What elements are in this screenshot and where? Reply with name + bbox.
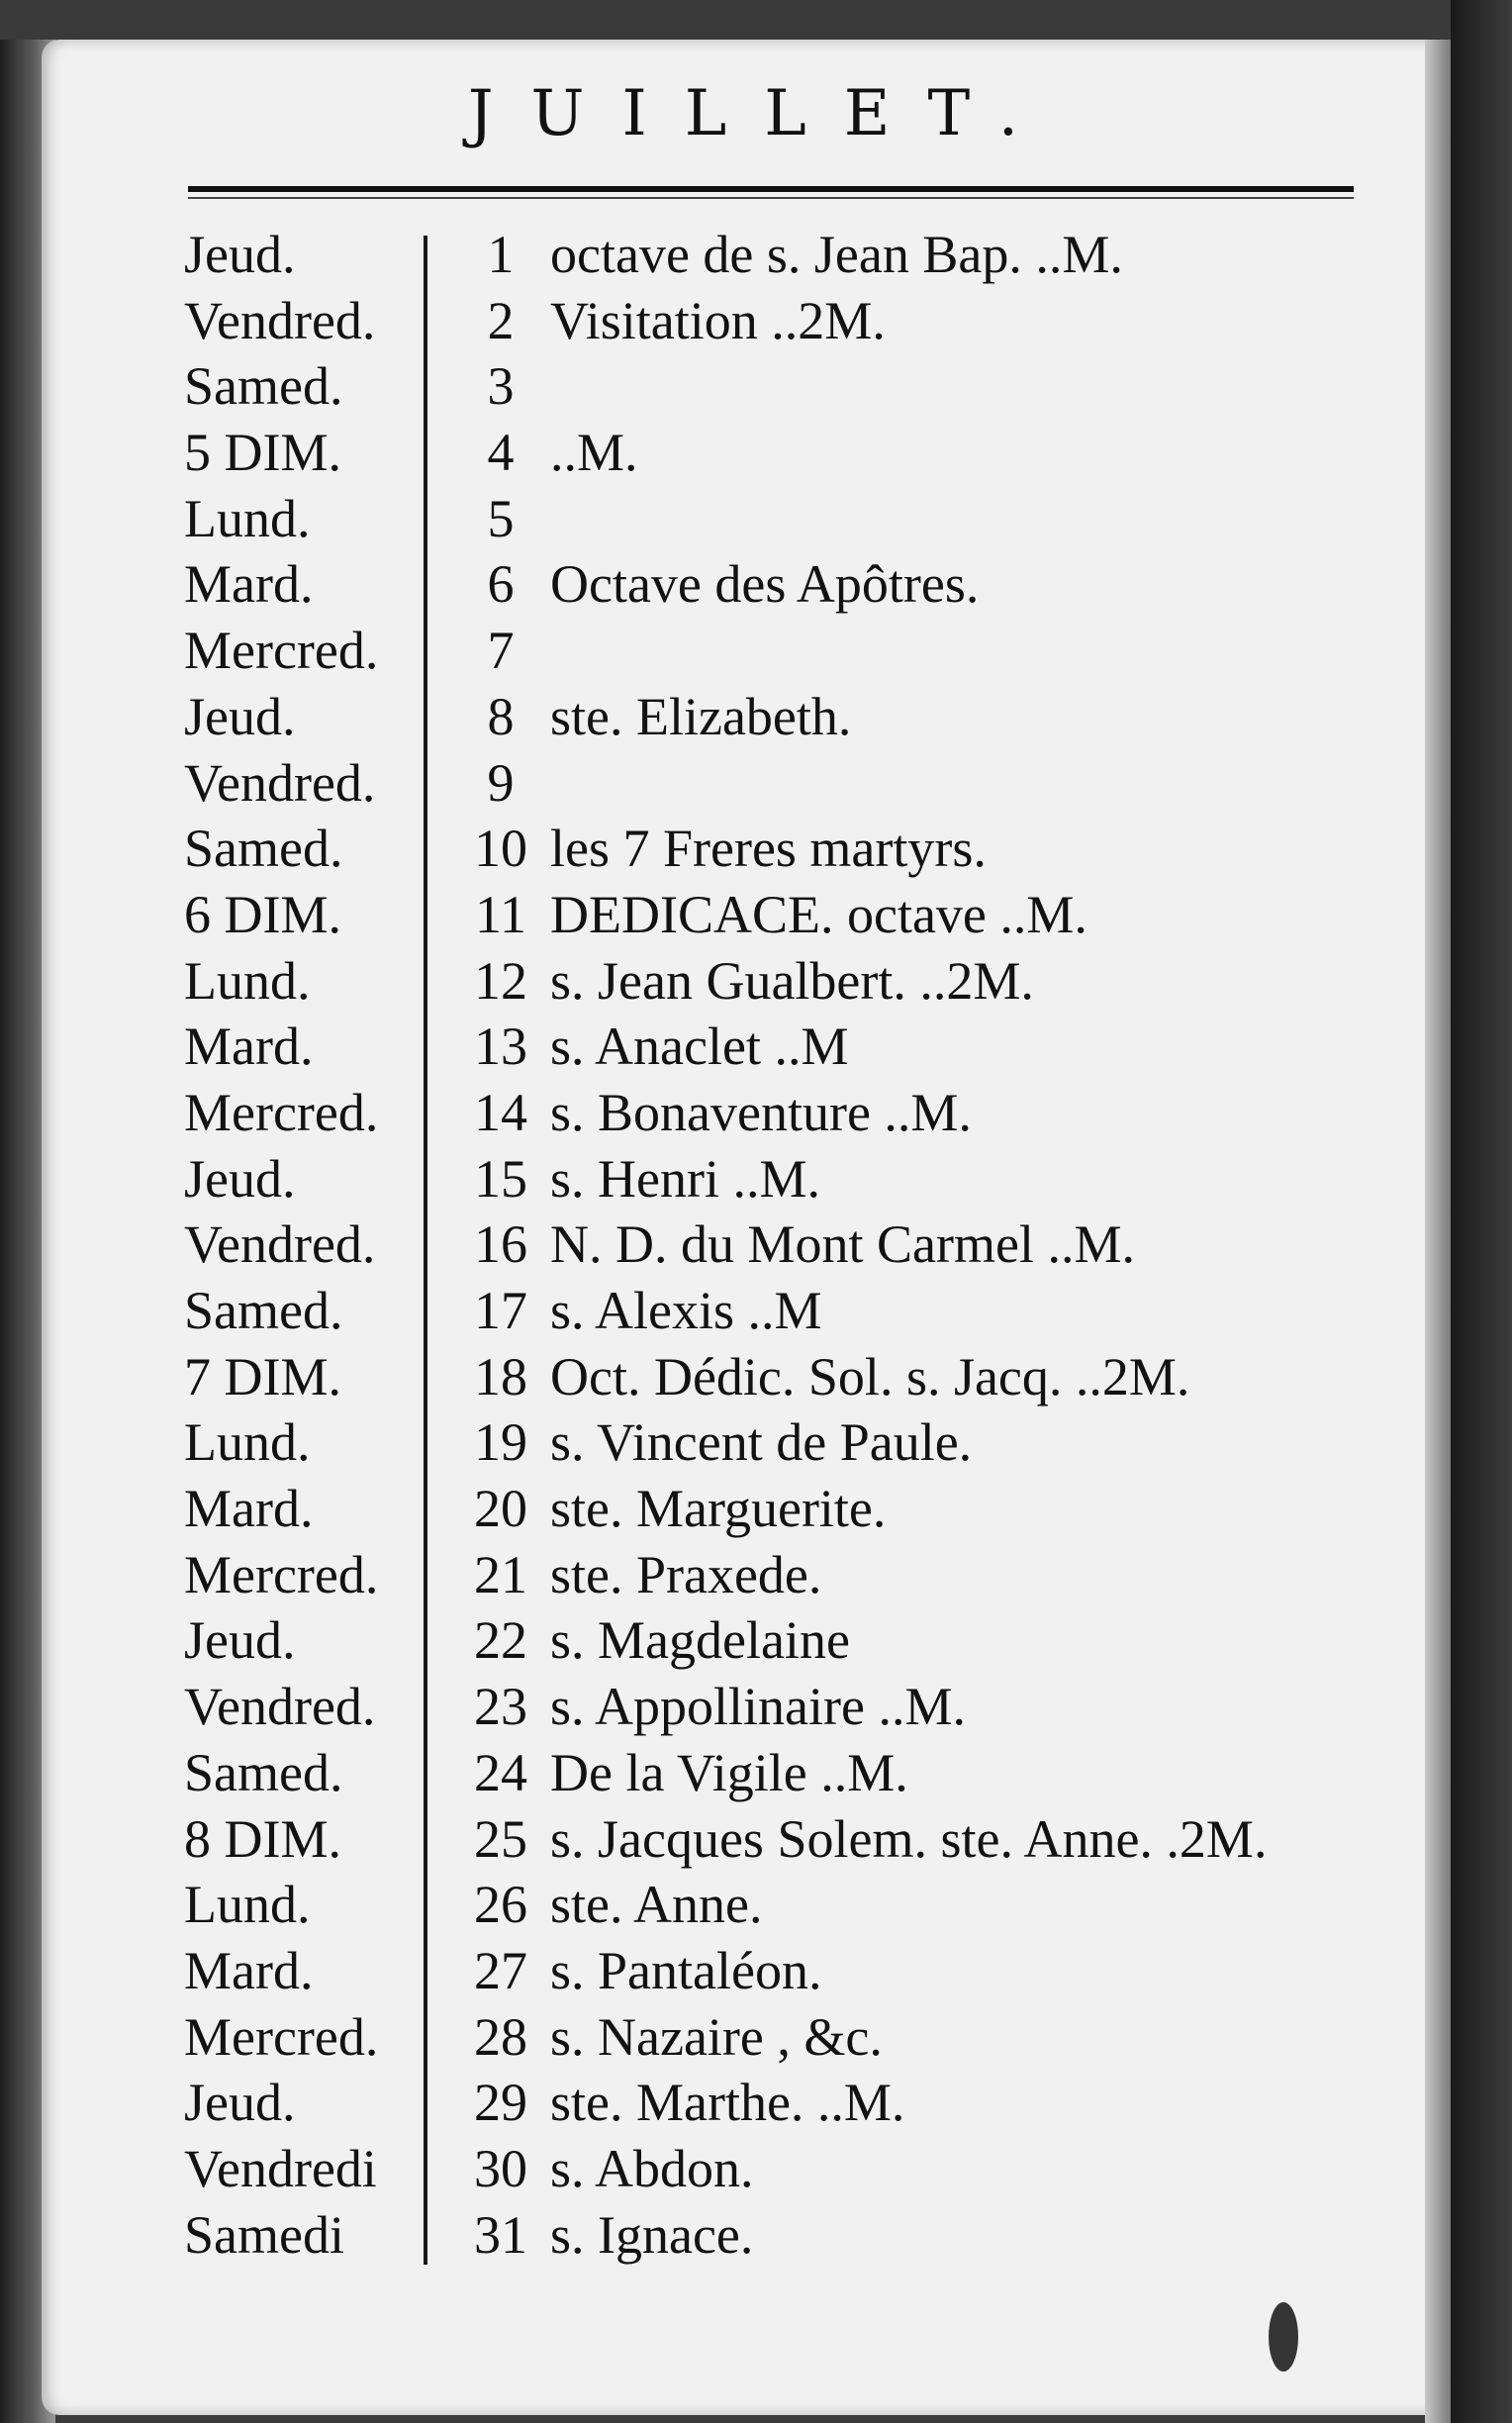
calendar-row xyxy=(184,1476,1411,1542)
calendar-row xyxy=(184,2004,1411,2071)
feast-description: s. Bonaventure ..M. xyxy=(550,1082,972,1142)
day-number: 3 xyxy=(487,356,515,417)
weekday-label: Mercred. xyxy=(184,1544,379,1604)
day-number: 8 xyxy=(487,686,515,746)
calendar-row xyxy=(184,1938,1411,2004)
weekday-label: Jeud. xyxy=(184,686,296,746)
weekday-label: Mard. xyxy=(184,1940,314,2000)
day-number: 13 xyxy=(474,1017,527,1077)
page-right-edge xyxy=(1425,40,1451,2423)
feast-description: s. Vincent de Paule. xyxy=(550,1412,973,1473)
calendar-row xyxy=(184,222,1411,288)
feast-description: s. Alexis ..M xyxy=(550,1281,822,1340)
feast-description: octave de s. Jean Bap. ..M. xyxy=(550,225,1123,284)
calendar-row xyxy=(184,353,1411,420)
feast-description: s. Magdelaine xyxy=(550,1610,850,1671)
weekday-label: Jeud. xyxy=(184,1610,296,1671)
weekday-label: Jeud. xyxy=(184,2073,296,2133)
feast-description: DEDICACE. octave ..M. xyxy=(550,884,1087,944)
day-number: 1 xyxy=(487,225,515,284)
weekday-label: Mard. xyxy=(184,554,314,615)
day-number: 2 xyxy=(487,290,515,350)
feast-description: s. Henri ..M. xyxy=(550,1148,820,1209)
calendar-row xyxy=(184,1212,1411,1278)
feast-description: ..M. xyxy=(550,423,638,483)
day-number: 4 xyxy=(487,423,515,483)
day-number: 22 xyxy=(474,1610,527,1671)
day-number: 17 xyxy=(474,1281,527,1340)
weekday-label: Vendred. xyxy=(184,1677,376,1737)
weekday-label: 6 DIM. xyxy=(184,884,341,944)
weekday-label: Lund. xyxy=(184,1875,311,1935)
feast-description: ste. Marguerite. xyxy=(550,1479,887,1539)
feast-description: Visitation ..2M. xyxy=(550,290,886,350)
weekday-label: Mercred. xyxy=(184,621,379,681)
day-number: 21 xyxy=(474,1544,527,1604)
feast-description: s. Pantaléon. xyxy=(550,1940,822,2000)
calendar-row xyxy=(184,1014,1411,1080)
calendar-row xyxy=(184,1146,1411,1212)
weekday-label: Jeud. xyxy=(184,1148,296,1209)
day-number: 10 xyxy=(474,819,527,879)
calendar-row xyxy=(184,2136,1411,2202)
weekday-label: Samed. xyxy=(184,819,343,879)
calendar-row xyxy=(184,684,1411,750)
day-number: 29 xyxy=(474,2073,527,2133)
feast-description: s. Abdon. xyxy=(550,2138,754,2198)
calendar-row xyxy=(184,618,1411,684)
weekday-label: Mard. xyxy=(184,1017,314,1077)
calendar-row xyxy=(184,420,1411,486)
day-number: 19 xyxy=(474,1412,527,1473)
day-number: 12 xyxy=(474,950,527,1011)
day-number: 11 xyxy=(475,884,526,944)
weekday-label: Vendredi xyxy=(184,2138,377,2198)
feast-description: s. Ignace. xyxy=(550,2204,754,2265)
feast-description: s. Nazaire , &c. xyxy=(550,2006,883,2067)
feast-description: Oct. Dédic. Sol. s. Jacq. ..2M. xyxy=(550,1346,1190,1406)
feast-description: N. D. du Mont Carmel ..M. xyxy=(550,1214,1135,1275)
day-number: 16 xyxy=(474,1214,527,1275)
feast-description: s. Jacques Solem. ste. Anne. .2M. xyxy=(550,1808,1268,1869)
weekday-label: Vendred. xyxy=(184,752,376,813)
day-number: 20 xyxy=(474,1479,527,1539)
feast-description: ste. Elizabeth. xyxy=(550,686,852,746)
weekday-label: Lund. xyxy=(184,488,311,548)
calendar-row xyxy=(184,1080,1411,1146)
next-page-edge xyxy=(1451,0,1512,2423)
calendar-row xyxy=(184,1872,1411,1938)
feast-description: Octave des Apôtres. xyxy=(550,554,980,615)
month-title: JUILLET. xyxy=(467,77,1057,150)
feast-description: ste. Anne. xyxy=(550,1875,763,1935)
weekday-label: 7 DIM. xyxy=(184,1346,341,1406)
calendar-row xyxy=(184,1409,1411,1476)
day-number: 28 xyxy=(474,2006,527,2067)
calendar-row xyxy=(184,1806,1411,1873)
weekday-label: Jeud. xyxy=(184,225,296,284)
weekday-label: Samed. xyxy=(184,1742,343,1802)
day-number: 31 xyxy=(474,2204,527,2265)
weekday-label: Samedi xyxy=(184,2204,344,2265)
calendar-row xyxy=(184,882,1411,948)
weekday-label: Lund. xyxy=(184,1412,311,1473)
calendar-row xyxy=(184,816,1411,882)
title-rule-thin xyxy=(188,197,1354,199)
day-number: 7 xyxy=(487,621,515,681)
feast-description: les 7 Freres martyrs. xyxy=(550,819,987,879)
day-number: 18 xyxy=(474,1346,527,1406)
day-number: 9 xyxy=(487,752,515,813)
day-number: 27 xyxy=(474,1940,527,2000)
weekday-label: Lund. xyxy=(184,950,311,1011)
calendar-row xyxy=(184,1740,1411,1806)
calendar-row xyxy=(184,1278,1411,1344)
calendar-row xyxy=(184,551,1411,618)
weekday-label: Mercred. xyxy=(184,2006,379,2067)
calendar-list xyxy=(184,222,1411,2268)
calendar-row xyxy=(184,750,1411,817)
feast-description: ste. Praxede. xyxy=(550,1544,822,1604)
feast-description: De la Vigile ..M. xyxy=(550,1742,908,1802)
calendar-row xyxy=(184,1607,1411,1674)
weekday-label: Vendred. xyxy=(184,290,376,350)
day-number: 14 xyxy=(474,1082,527,1142)
day-number: 30 xyxy=(474,2138,527,2198)
weekday-label: 8 DIM. xyxy=(184,1808,341,1869)
calendar-row xyxy=(184,948,1411,1015)
day-number: 25 xyxy=(474,1808,527,1869)
day-number: 23 xyxy=(474,1677,527,1737)
weekday-label: 5 DIM. xyxy=(184,423,341,483)
weekday-label: Mercred. xyxy=(184,1082,379,1142)
day-number: 26 xyxy=(474,1875,527,1935)
weekday-label: Samed. xyxy=(184,1281,343,1340)
calendar-row xyxy=(184,486,1411,552)
day-number: 6 xyxy=(487,554,515,615)
feast-description: s. Jean Gualbert. ..2M. xyxy=(550,950,1034,1011)
weekday-label: Mard. xyxy=(184,1479,314,1539)
title-rule xyxy=(188,186,1354,192)
calendar-row xyxy=(184,2070,1411,2136)
weekday-label: Samed. xyxy=(184,356,343,417)
ink-smudge xyxy=(1269,2302,1298,2372)
calendar-row xyxy=(184,2202,1411,2269)
calendar-row xyxy=(184,1542,1411,1608)
feast-description: s. Anaclet ..M xyxy=(550,1017,849,1077)
calendar-row xyxy=(184,288,1411,354)
day-number: 15 xyxy=(474,1148,527,1209)
calendar-row xyxy=(184,1344,1411,1410)
feast-description: s. Appollinaire ..M. xyxy=(550,1677,966,1737)
day-number: 24 xyxy=(474,1742,527,1802)
weekday-label: Vendred. xyxy=(184,1214,376,1275)
calendar-row xyxy=(184,1674,1411,1740)
day-number: 5 xyxy=(487,488,515,548)
feast-description: ste. Marthe. ..M. xyxy=(550,2073,905,2133)
